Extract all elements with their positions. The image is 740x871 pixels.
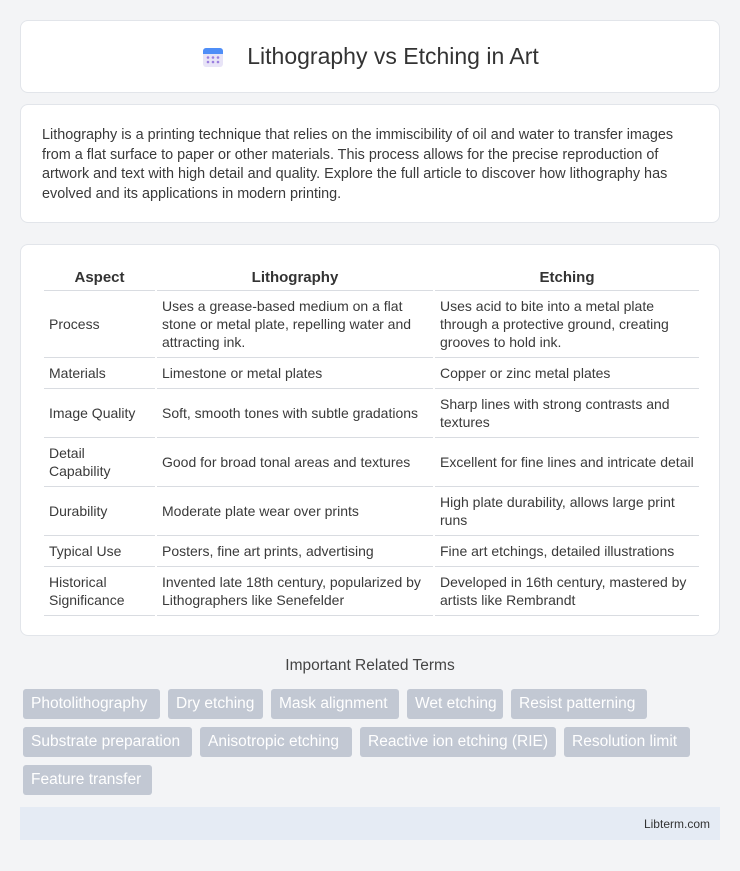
cell-etching: Developed in 16th century, mastered by artists like Rembrandt <box>435 567 699 616</box>
related-terms-heading: Important Related Terms <box>285 657 455 674</box>
calendar-icon <box>201 45 225 69</box>
cell-etching: Uses acid to bite into a metal plate through a protective ground, creating grooves to hold ink. <box>435 291 699 358</box>
header-card <box>20 20 720 93</box>
footer-site-link[interactable]: Libterm.com <box>643 816 710 831</box>
header-aspect: Aspect <box>44 265 155 291</box>
table-row <box>44 389 699 438</box>
cell-aspect: Durability <box>44 487 155 536</box>
table-row <box>44 438 699 487</box>
table-row <box>44 358 699 389</box>
header-etching: Etching <box>435 265 699 291</box>
cell-lithography: Moderate plate wear over prints <box>157 487 433 536</box>
cell-lithography: Soft, smooth tones with subtle gradations <box>157 389 433 438</box>
table-row <box>44 291 699 358</box>
term-tag[interactable]: Mask alignment <box>271 689 399 719</box>
cell-etching: Excellent for fine lines and intricate detail <box>435 438 699 487</box>
term-tag[interactable]: Resist patterning <box>511 689 647 719</box>
footer <box>20 807 720 840</box>
title-wrap <box>201 43 539 70</box>
cell-etching: Copper or zinc metal plates <box>435 358 699 389</box>
cell-aspect: Process <box>44 291 155 358</box>
cell-etching: Sharp lines with strong contrasts and textures <box>435 389 699 438</box>
term-tag[interactable]: Photolithography <box>23 689 160 719</box>
intro-paragraph: Lithography is a printing technique that relies on the immiscibility of oil and water to transfer images from a flat surface to paper or other materials. This process allows for the precise reproduction of artwork and text with high detail and quality. Explore the full article to discover how lithography has evolved and its applications in modern printing. <box>42 127 674 202</box>
comparison-table <box>42 265 701 616</box>
cell-etching: Fine art etchings, detailed illustrations <box>435 536 699 567</box>
term-tag[interactable]: Reactive ion etching (RIE) <box>360 727 556 757</box>
cell-aspect: Typical Use <box>44 536 155 567</box>
intro-card <box>20 104 720 223</box>
table-header-row <box>44 265 699 291</box>
cell-lithography: Good for broad tonal areas and textures <box>157 438 433 487</box>
term-tag[interactable]: Anisotropic etching <box>200 727 352 757</box>
table-row <box>44 487 699 536</box>
term-tag[interactable]: Wet etching <box>407 689 503 719</box>
cell-aspect: Image Quality <box>44 389 155 438</box>
related-terms-list <box>23 689 723 795</box>
term-tag[interactable]: Dry etching <box>168 689 263 719</box>
term-tag[interactable]: Feature transfer <box>23 765 152 795</box>
cell-aspect: Materials <box>44 358 155 389</box>
cell-aspect: Detail Capability <box>44 438 155 487</box>
cell-aspect: Historical Significance <box>44 567 155 616</box>
term-tag[interactable]: Substrate preparation <box>23 727 192 757</box>
cell-lithography: Posters, fine art prints, advertising <box>157 536 433 567</box>
comparison-card <box>20 244 720 636</box>
cell-lithography: Limestone or metal plates <box>157 358 433 389</box>
cell-lithography: Uses a grease-based medium on a flat stone or metal plate, repelling water and attracting ink. <box>157 291 433 358</box>
term-tag[interactable]: Resolution limit <box>564 727 690 757</box>
header-lithography: Lithography <box>157 265 433 291</box>
cell-lithography: Invented late 18th century, popularized by Lithographers like Senefelder <box>157 567 433 616</box>
table-row <box>44 567 699 616</box>
table-row <box>44 536 699 567</box>
page-title: Lithography vs Etching in Art <box>247 43 539 69</box>
cell-etching: High plate durability, allows large print runs <box>435 487 699 536</box>
